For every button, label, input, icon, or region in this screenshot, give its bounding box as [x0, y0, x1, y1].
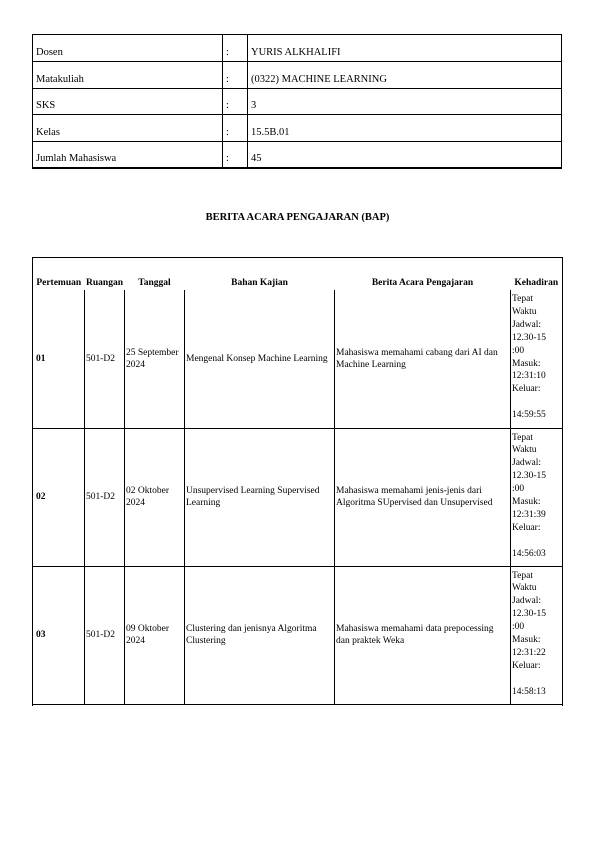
info-label: Dosen [33, 35, 223, 62]
tail-cell [85, 704, 125, 706]
cell-berita-acara: Mahasiswa memahami cabang dari AI dan Machine Learning [335, 290, 511, 428]
tail-cell [185, 704, 335, 706]
kehadiran-line [512, 673, 561, 686]
info-separator: : [223, 61, 248, 88]
kehadiran-line: Waktu [512, 445, 537, 456]
kehadiran-line: 12.30-15 [512, 471, 547, 482]
table-row [33, 290, 563, 428]
kehadiran-line: Jadwal: [512, 458, 542, 469]
info-table [32, 34, 562, 169]
tail-cell [511, 704, 563, 706]
kehadiran-line: Keluar: [512, 522, 541, 533]
kehadiran-line: 14:59:55 [512, 410, 546, 421]
kehadiran-line: Masuk: [512, 497, 541, 508]
table-row [33, 566, 563, 704]
kehadiran-line: Jadwal: [512, 319, 542, 330]
kehadiran-line: Keluar: [512, 660, 541, 671]
kehadiran-line: Waktu [512, 306, 537, 317]
cell-tanggal: 25 September 2024 [125, 290, 185, 428]
cell-tanggal: 02 Oktober 2024 [125, 428, 185, 566]
info-label: SKS [33, 88, 223, 115]
tail-cell [33, 704, 85, 706]
info-separator: : [223, 115, 248, 142]
table-tail [33, 704, 563, 706]
info-label: Matakuliah [33, 61, 223, 88]
info-separator: : [223, 142, 248, 169]
header-kehadiran: Kehadiran [511, 258, 563, 291]
kehadiran-line: 12:31:10 [512, 371, 546, 382]
info-row-sks [33, 88, 562, 115]
cell-kehadiran [511, 566, 563, 704]
document-title: BERITA ACARA PENGAJARAN (BAP) [205, 212, 390, 223]
kehadiran-line: Waktu [512, 583, 537, 594]
kehadiran-line: Masuk: [512, 358, 541, 369]
kehadiran-line: 12.30-15 [512, 609, 547, 620]
info-value: YURIS ALKHALIFI [248, 35, 562, 62]
kehadiran-line: Masuk: [512, 635, 541, 646]
info-label: Kelas [33, 115, 223, 142]
cell-ruangan: 501-D2 [85, 290, 125, 428]
header-bahan-kajian: Bahan Kajian [185, 258, 335, 291]
kehadiran-line: Tepat [512, 294, 533, 304]
kehadiran-line: Tepat [512, 570, 533, 581]
info-row-dosen [33, 35, 562, 62]
bap-header-row [33, 258, 563, 291]
info-row-jumlah-mahasiswa [33, 142, 562, 169]
cell-pertemuan: 03 [33, 566, 85, 704]
header-tanggal: Tanggal [125, 258, 185, 291]
kehadiran-line: Tepat [512, 432, 533, 443]
cell-pertemuan: 02 [33, 428, 85, 566]
info-row-kelas [33, 115, 562, 142]
kehadiran-line: 14:58:13 [512, 686, 546, 697]
tail-cell [335, 704, 511, 706]
header-ruangan: Ruangan [85, 258, 125, 291]
table-row [33, 428, 563, 566]
cell-ruangan: 501-D2 [85, 428, 125, 566]
kehadiran-line: :00 [512, 622, 525, 633]
kehadiran-line: Jadwal: [512, 596, 542, 607]
kehadiran-line [512, 535, 561, 548]
cell-pertemuan: 01 [33, 290, 85, 428]
cell-tanggal: 09 Oktober 2024 [125, 566, 185, 704]
info-label: Jumlah Mahasiswa [33, 142, 223, 169]
kehadiran-line: 12:31:22 [512, 647, 546, 658]
kehadiran-line [512, 396, 561, 409]
cell-berita-acara: Mahasiswa memahami jenis-jenis dari Algoritma SUpervised dan Unsupervised [335, 428, 511, 566]
header-pertemuan: Pertemuan [33, 258, 85, 291]
kehadiran-line: 12.30-15 [512, 332, 547, 343]
kehadiran-line: :00 [512, 484, 525, 495]
kehadiran-line: :00 [512, 345, 525, 356]
cell-kehadiran [511, 428, 563, 566]
kehadiran-line: 14:56:03 [512, 548, 546, 559]
info-row-matakuliah [33, 61, 562, 88]
kehadiran-line: 12:31:39 [512, 509, 546, 520]
info-value: 15.5B.01 [248, 115, 562, 142]
info-separator: : [223, 88, 248, 115]
info-value: (0322) MACHINE LEARNING [248, 61, 562, 88]
tail-cell [125, 704, 185, 706]
info-value: 3 [248, 88, 562, 115]
info-value: 45 [248, 142, 562, 169]
cell-bahan-kajian: Mengenal Konsep Machine Learning [185, 290, 335, 428]
cell-bahan-kajian: Clustering dan jenisnya Algoritma Clustering [185, 566, 335, 704]
cell-bahan-kajian: Unsupervised Learning Supervised Learning [185, 428, 335, 566]
cell-ruangan: 501-D2 [85, 566, 125, 704]
cell-berita-acara: Mahasiswa memahami data prepocessing dan praktek Weka [335, 566, 511, 704]
cell-kehadiran [511, 290, 563, 428]
bap-table [32, 257, 563, 706]
info-separator: : [223, 35, 248, 62]
header-berita-acara: Berita Acara Pengajaran [335, 258, 511, 291]
kehadiran-line: Keluar: [512, 384, 541, 395]
